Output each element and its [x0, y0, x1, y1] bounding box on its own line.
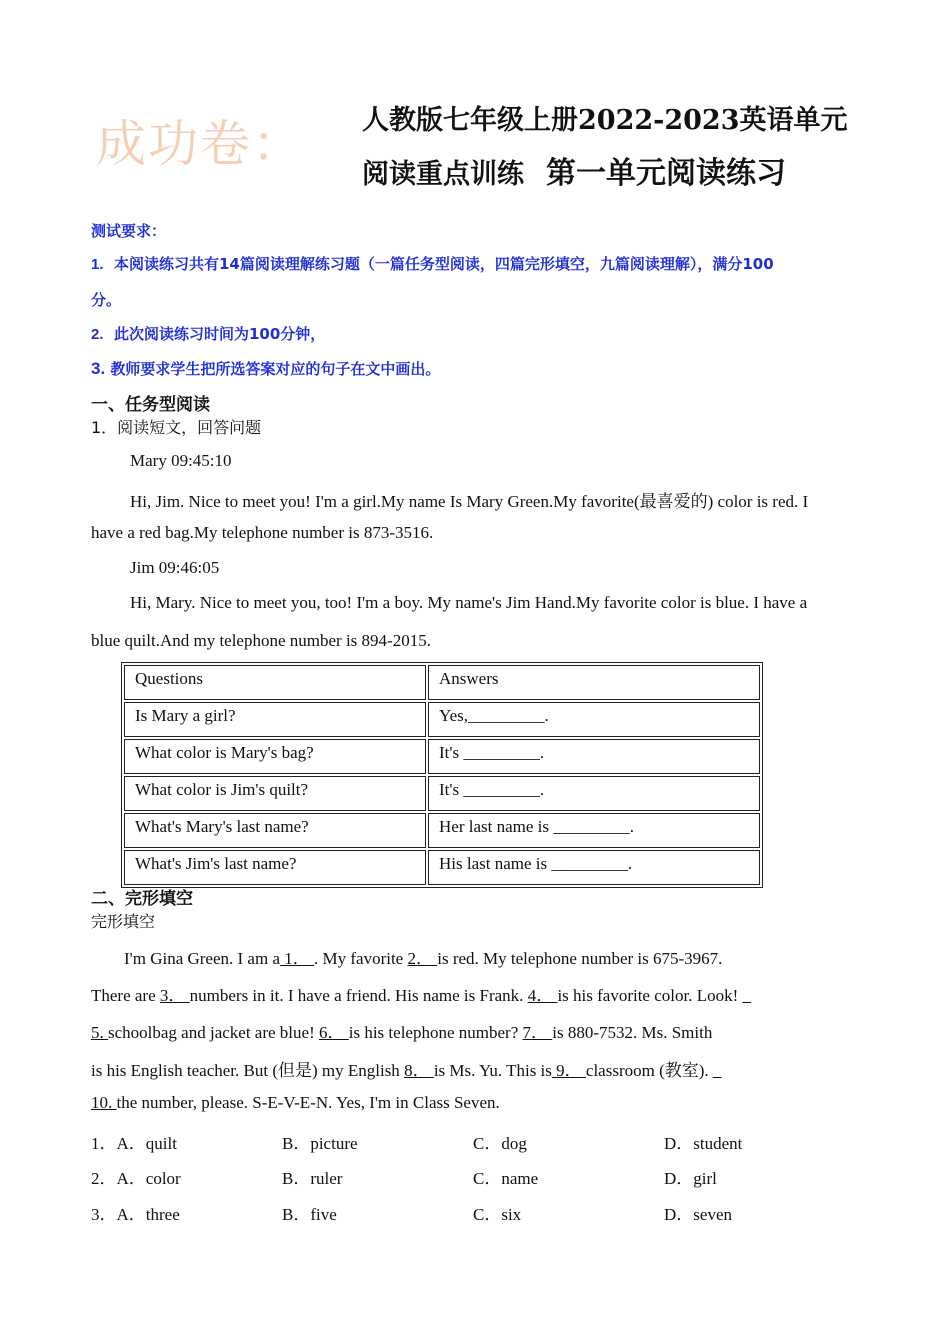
- section2-heading: 二、完形填空: [91, 889, 193, 909]
- answer-cell: Her last name is _________.: [428, 813, 760, 848]
- subtitle-part-b: 第一单元阅读练习: [546, 156, 786, 191]
- table-row: [124, 739, 760, 774]
- table-row: [124, 813, 760, 848]
- option-2c: C．name: [473, 1169, 539, 1188]
- cloze-text: classroom (教室).: [585, 1061, 713, 1080]
- logo-watermark: 成功卷：: [96, 115, 304, 173]
- table-row: [124, 776, 760, 811]
- qa-table: [121, 662, 763, 888]
- cloze-blank: 2．: [407, 949, 438, 968]
- requirement-2-text: 此次阅读练习时间为100分钟，: [113, 325, 326, 343]
- cloze-line: [91, 1093, 500, 1113]
- passage-line: have a red bag.My telephone number is 873-3516.: [91, 523, 434, 542]
- passage-line: blue quilt.And my telephone number is 894-2015.: [91, 631, 431, 650]
- cloze-line: [91, 981, 751, 1006]
- requirement-1-cont: 分。: [91, 291, 122, 309]
- cloze-blank: 8．: [404, 1061, 434, 1080]
- question-cell: Is Mary a girl?: [124, 702, 426, 737]
- requirement-1: [91, 253, 774, 274]
- table-header-cell: Answers: [428, 665, 760, 700]
- answer-cell: Yes,_________.: [428, 702, 760, 737]
- cloze-blank: 10.: [91, 1093, 117, 1112]
- question-cell: What color is Mary's bag?: [124, 739, 426, 774]
- option-2b: B．ruler: [282, 1169, 343, 1188]
- cloze-text: is Ms. Yu. This is: [433, 1061, 552, 1080]
- requirement-3: [91, 358, 440, 379]
- passage-line: Hi, Mary. Nice to meet you, too! I'm a boy. My name's Jim Hand.My favorite color is blue. I have a: [130, 593, 808, 612]
- cloze-text: is his favorite color. Look!: [557, 986, 743, 1005]
- option-3c: C．six: [473, 1205, 522, 1224]
- option-1b: B．picture: [282, 1134, 358, 1153]
- cloze-text: . My favorite: [314, 949, 408, 968]
- cloze-line: [91, 1056, 721, 1081]
- section2-sub: 完形填空: [91, 912, 156, 931]
- cloze-text: is his English teacher. But (但是) my English: [91, 1061, 405, 1080]
- cloze-text: the number, please. S-E-V-E-N. Yes, I'm in Class Seven.: [116, 1093, 500, 1112]
- question-cell: What color is Jim's quilt?: [124, 776, 426, 811]
- answer-cell: It's _________.: [428, 739, 760, 774]
- option-3a: 3．A．three: [91, 1205, 180, 1224]
- cloze-blank: 6．: [319, 1023, 349, 1042]
- option-3b: B．five: [282, 1205, 337, 1224]
- cloze-blank: 3．: [159, 986, 190, 1005]
- passage-line: Mary 09:45:10: [130, 451, 232, 470]
- table-header-row: [124, 665, 760, 700]
- cloze-text: is red. My telephone number is 675-3967.: [437, 949, 723, 968]
- cloze-blank: 5.: [91, 1023, 108, 1042]
- subtitle-part-a: 阅读重点训练: [362, 159, 524, 190]
- option-3d: D．seven: [664, 1205, 732, 1224]
- cloze-line: [124, 944, 722, 969]
- cloze-text: There are: [91, 986, 160, 1005]
- answer-cell: His last name is _________.: [428, 850, 760, 885]
- question-cell: What's Jim's last name?: [124, 850, 426, 885]
- table-row: [124, 850, 760, 885]
- table-header-cell: Questions: [124, 665, 426, 700]
- cloze-text: is 880-7532. Ms. Smith: [552, 1023, 713, 1042]
- requirement-3-num: 3.: [91, 359, 106, 378]
- cloze-text: schoolbag and jacket are blue!: [108, 1023, 319, 1042]
- table-row: [124, 702, 760, 737]
- cloze-blank: 4．: [527, 986, 558, 1005]
- passage-line: Hi, Jim. Nice to meet you! I'm a girl.My name Is Mary Green.My favorite(最喜爱的) color is red. I: [130, 492, 809, 511]
- page-title: 人教版七年级上册2022-2023英语单元: [362, 105, 848, 136]
- option-2d: D．girl: [664, 1169, 717, 1188]
- cloze-text: is his telephone number?: [348, 1023, 523, 1042]
- answer-cell: It's _________.: [428, 776, 760, 811]
- cloze-blank: 7．: [522, 1023, 553, 1042]
- option-2a: 2．A．color: [91, 1169, 181, 1188]
- requirement-2-num: 2.: [91, 326, 104, 343]
- cloze-text: I'm Gina Green. I am a: [124, 949, 280, 968]
- option-1d: D．student: [664, 1134, 743, 1153]
- requirement-2: [91, 323, 325, 344]
- cloze-blank: 1．: [280, 949, 314, 968]
- cloze-line: [91, 1018, 712, 1043]
- option-1c: C．dog: [473, 1134, 527, 1153]
- requirement-3-text: 教师要求学生把所选答案对应的句子在文中画出。: [110, 360, 441, 378]
- section1-heading: 一、任务型阅读: [91, 395, 210, 415]
- passage-line: Jim 09:46:05: [130, 558, 220, 577]
- requirement-1-text: 本阅读练习共有14篇阅读理解练习题（一篇任务型阅读，四篇完形填空，九篇阅读理解），满分100: [113, 255, 774, 273]
- requirement-1-num: 1.: [91, 256, 104, 273]
- requirements-label: 测试要求：: [91, 222, 167, 240]
- question-cell: What's Mary's last name?: [124, 813, 426, 848]
- cloze-text: numbers in it. I have a friend. His name is Frank.: [189, 986, 528, 1005]
- cloze-blank: _: [712, 1061, 722, 1080]
- page-subtitle: [362, 148, 786, 192]
- section1-sub: 1．阅读短文，回答问题: [91, 418, 262, 437]
- option-1a: 1．A．quilt: [91, 1134, 177, 1153]
- cloze-blank: _: [742, 986, 752, 1005]
- cloze-blank: 9．: [551, 1061, 586, 1080]
